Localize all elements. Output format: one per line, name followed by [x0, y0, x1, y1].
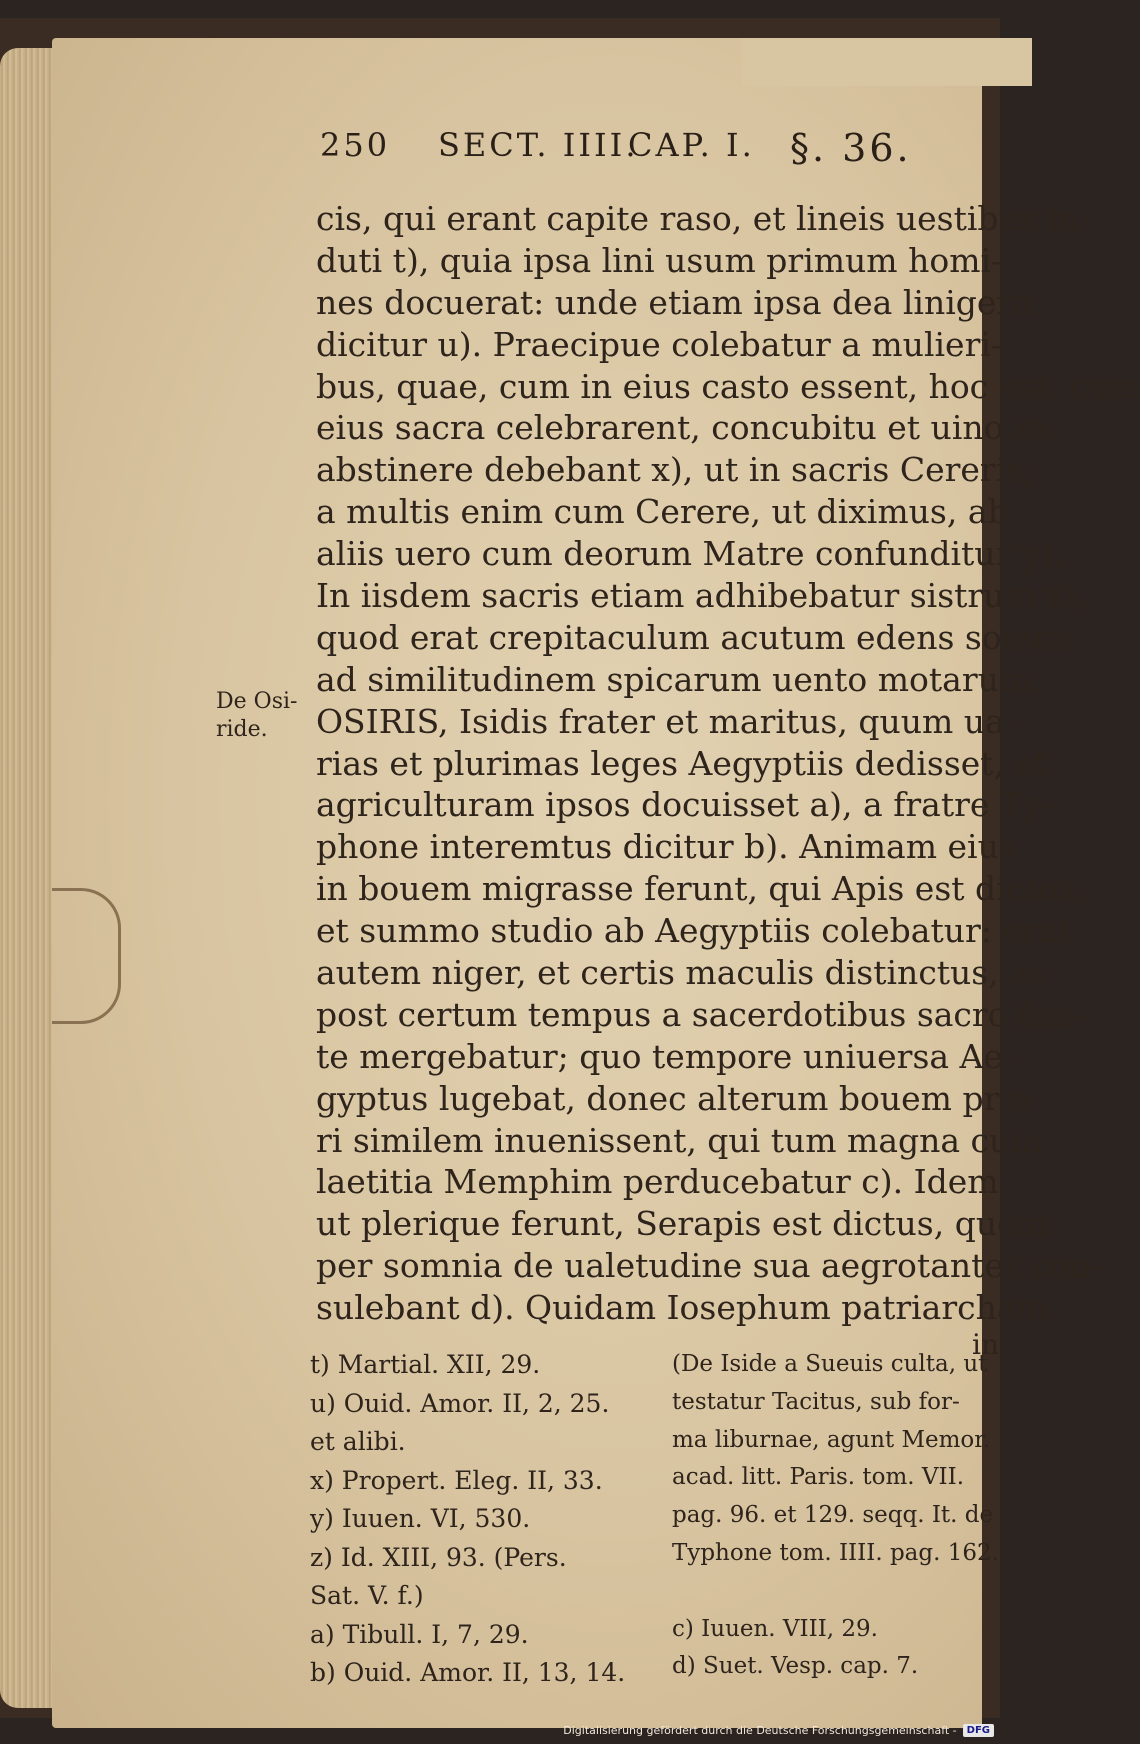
- footnote: u) Ouid. Amor. II, 2, 25.: [310, 1388, 610, 1418]
- footnote: et alibi.: [310, 1427, 406, 1456]
- paragraph-label: §. 36.: [790, 126, 912, 170]
- footnote: d) Suet. Vesp. cap. 7.: [672, 1653, 919, 1680]
- margin-note-line: De Osi-: [216, 689, 298, 714]
- body-line: autem niger, et certis maculis distinctus, ac: [316, 953, 1048, 993]
- dfg-logo: DFG: [963, 1724, 994, 1737]
- chapter-label: CAP. I.: [628, 126, 755, 164]
- footnote: acad. litt. Paris. tom. VII.: [672, 1464, 965, 1491]
- body-line: rias et plurimas leges Aegyptiis dedisset, et: [316, 743, 1048, 783]
- page-tab-top: [742, 38, 1032, 86]
- body-line: aliis uero cum deorum Matre confunditur y).: [316, 534, 1064, 574]
- body-line: in bouem migrasse ferunt, qui Apis est dictus,: [316, 869, 1088, 909]
- body-line: cis, qui erant capite raso, et lineis uestibus in-: [316, 199, 1091, 238]
- footnote: pag. 96. et 129. seqq. It. de: [672, 1502, 994, 1529]
- body-line: gyptus lugebat, donec alterum bouem prio-: [316, 1078, 1041, 1118]
- body-line: a multis enim cum Cerere, ut diximus, ab: [316, 492, 1009, 532]
- body-line: te mergebatur; quo tempore uniuersa Ae-: [316, 1036, 1015, 1076]
- body-text: [316, 198, 1140, 1328]
- body-line: et summo studio ab Aegyptiis colebatur: erat: [316, 911, 1071, 951]
- footnote: z) Id. XIII, 93. (Pers.: [310, 1542, 567, 1572]
- body-line: bus, quae, cum in eius casto essent, hoc est, cum: [316, 366, 1140, 406]
- body-line: duti t), quia ipsa lini usum primum homi-: [316, 240, 1003, 280]
- footnote: Typhone tom. IIII. pag. 162.): [672, 1539, 1008, 1566]
- body-line: dicitur u). Praecipue colebatur a mulieri-: [316, 324, 1003, 364]
- footnote: [672, 1573, 1017, 1611]
- body-line: agriculturam ipsos docuisset a), a fratre Ty-: [316, 785, 1052, 825]
- footnote: Sat. V. f.): [310, 1581, 424, 1610]
- section-label: SECT. IIII.: [438, 126, 639, 164]
- body-line: per somnia de ualetudine sua aegrotantes con-: [316, 1246, 1103, 1286]
- footnote: a) Tibull. I, 7, 29.: [310, 1619, 529, 1649]
- body-line: abstinere debebant x), ut in sacris Cereris;: [316, 450, 1035, 490]
- body-line: nes docuerat: unde etiam ipsa dea linigera: [316, 282, 1032, 322]
- body-line: ri similem inuenissent, qui tum magna cum: [316, 1120, 1042, 1160]
- footnote: x) Propert. Eleg. II, 33.: [310, 1465, 603, 1495]
- margin-note-line: ride.: [216, 717, 268, 742]
- footer-text: Digitalisierung gefördert durch die Deutsche Forschungsgemeinschaft -: [563, 1723, 957, 1737]
- body-line: ut plerique ferunt, Serapis est dictus, quem: [316, 1204, 1048, 1244]
- footnote: b) Ouid. Amor. II, 13, 14.: [310, 1658, 626, 1687]
- footnote: testatur Tacitus, sub for-: [672, 1388, 960, 1415]
- body-line: quod erat crepitaculum acutum edens sonum: [316, 617, 1076, 657]
- body-line: post certum tempus a sacerdotibus sacro fon-: [316, 994, 1083, 1034]
- book-page: [52, 38, 1140, 1728]
- body-line: OSIRIS, Isidis frater et maritus, quum ua-: [316, 701, 1016, 741]
- footnotes-left: [310, 1346, 650, 1693]
- footnote: (De Iside a Sueuis culta, ut: [672, 1351, 988, 1377]
- catchword: in: [972, 1328, 999, 1361]
- margin-note: [216, 688, 297, 744]
- page-clip: [52, 888, 121, 1024]
- footnote: t) Martial. XII, 29.: [310, 1350, 541, 1379]
- body-line: eius sacra celebrarent, concubitu et uino se: [316, 408, 1051, 448]
- body-line: sulebant d). Quidam Iosephum patriarcham: [316, 1288, 1048, 1328]
- body-line: phone interemtus dicitur b). Animam eius: [316, 827, 1016, 867]
- page-number: 250: [320, 126, 391, 164]
- body-line: laetitia Memphim perducebatur c). Idem,: [316, 1162, 1010, 1202]
- footnote: y) Iuuen. VI, 530.: [310, 1504, 531, 1533]
- footnote: ma liburnae, agunt Memor.: [672, 1426, 991, 1453]
- book-background: [0, 18, 1140, 1718]
- digitization-footer: [563, 1720, 994, 1740]
- footnotes-right: [672, 1346, 1017, 1686]
- running-header: [320, 126, 940, 186]
- body-line: In iisdem sacris etiam adhibebatur sistrum z),: [316, 576, 1087, 616]
- footnote: c) Iuuen. VIII, 29.: [672, 1615, 878, 1642]
- body-line: ad similitudinem spicarum uento motarum.: [316, 659, 1041, 699]
